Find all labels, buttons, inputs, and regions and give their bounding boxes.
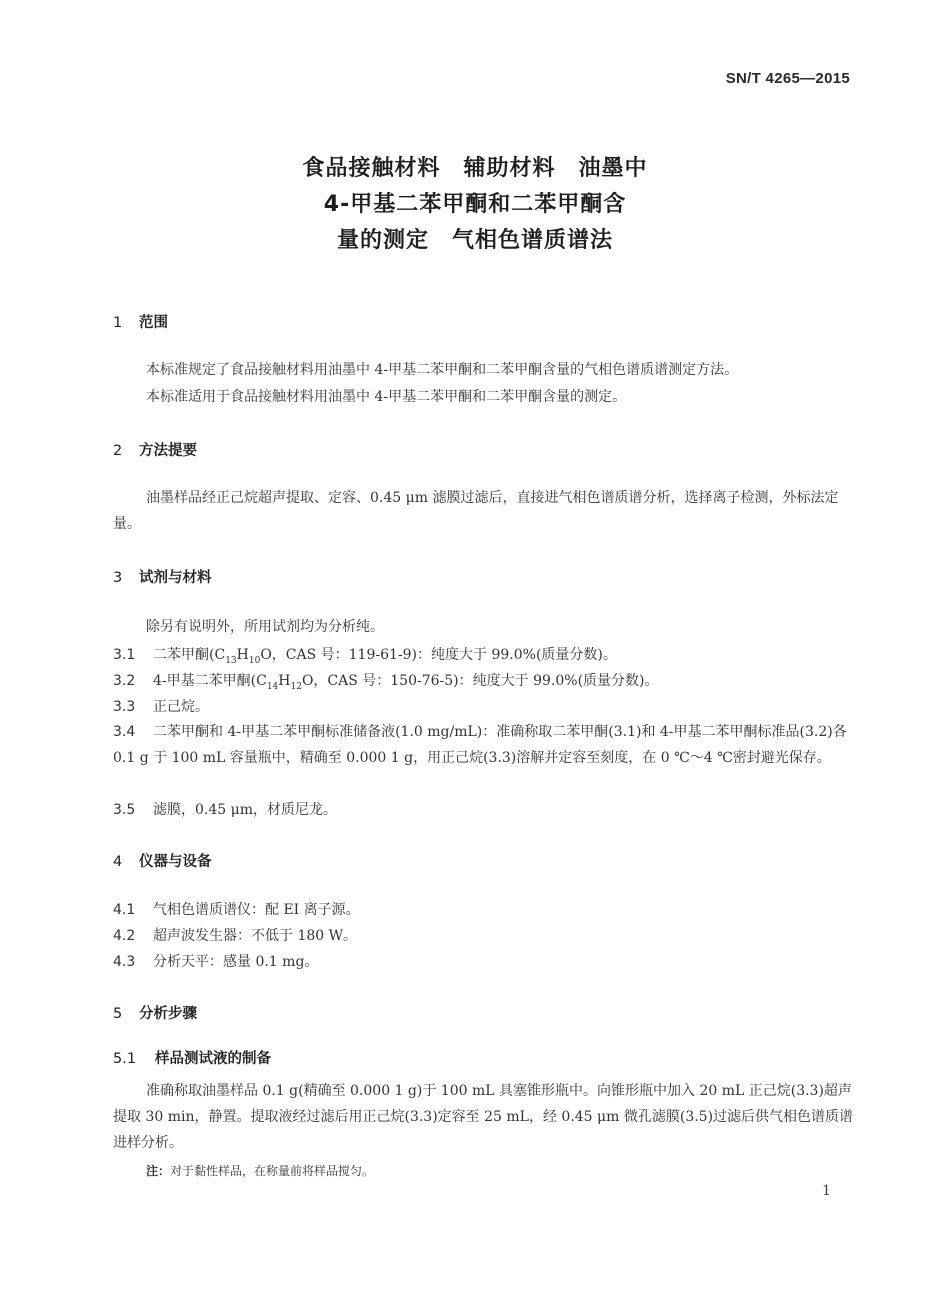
section-number: 2: [113, 443, 123, 459]
subscript: 13: [225, 655, 237, 666]
item-text: 滤膜，0.45 μm，材质尼龙。: [153, 802, 337, 818]
document-title-line-1: 食品接触材料 辅助材料 油墨中: [302, 156, 648, 181]
item-number: 3.5: [113, 802, 136, 818]
note-text: 对于黏性样品，在称量前将样品搅匀。: [170, 1164, 375, 1178]
document-title-line-2: 4-甲基二苯甲酮和二苯甲酮含: [323, 192, 627, 217]
section-5-heading: [113, 1002, 197, 1023]
item-3-4: [113, 719, 855, 771]
section-2-heading: [113, 439, 197, 460]
item-3-5: [113, 797, 855, 823]
item-number: 4.1: [113, 902, 136, 918]
section-number: 1: [113, 315, 123, 331]
item-text: H: [236, 647, 249, 663]
standard-code: SN/T 4265—2015: [725, 70, 850, 87]
item-text: 分析天平：感量 0.1 mg。: [153, 954, 319, 970]
subsection-5-1-paragraph: 准确称取油墨样品 0.1 g(精确至 0.000 1 g)于 100 mL 具塞锥形瓶中。向锥形瓶中加入 20 mL 正己烷(3.3)超声提取 30 min，静置。提取液经过滤后用正己烷(3.3)定容至 25 mL，经 0.45 μm 微孔滤膜(3.5)过滤后供气相色谱质谱进样分析。: [113, 1083, 854, 1151]
subsection-number: 5.1: [113, 1051, 137, 1067]
section-number: 3: [113, 570, 123, 586]
item-text: 二苯甲酮和 4-甲基二苯甲酮标准储备液(1.0 mg/mL)：准确称取二苯甲酮(3.1)和 4-甲基二苯甲酮标准品(3.2)各 0.1 g 于 100 mL 容量瓶中，精确至 0.000 1 g，用正己烷(3.3)溶解并定容至刻度，在 0 ℃～4 ℃密封避光保存。: [113, 724, 847, 766]
item-4-1: [113, 897, 855, 923]
item-text: O，CAS 号：150-76-5)：纯度大于 99.0%(质量分数)。: [301, 673, 659, 689]
section-title: 分析步骤: [139, 1006, 197, 1022]
item-text: 气相色谱质谱仪：配 EI 离子源。: [153, 902, 360, 918]
section-2-paragraph: 油墨样品经正己烷超声提取、定容、0.45 μm 滤膜过滤后，直接进气相色谱质谱分析，选择离子检测，外标法定量。: [113, 490, 839, 532]
item-3-3: [113, 694, 855, 720]
section-3-intro: 除另有说明外，所用试剂均为分析纯。: [146, 619, 384, 635]
item-number: 4.2: [113, 928, 136, 944]
page-number: 1: [822, 1183, 831, 1199]
item-text: H: [278, 673, 291, 689]
section-4-heading: [113, 850, 212, 871]
subsection-title: 样品测试液的制备: [155, 1051, 271, 1067]
section-title: 方法提要: [139, 443, 197, 459]
section-1-paragraph-1: 本标准规定了食品接触材料用油墨中 4-甲基二苯甲酮和二苯甲酮含量的气相色谱质谱测定方法。: [146, 362, 739, 378]
item-text: 超声波发生器：不低于 180 W。: [153, 928, 358, 944]
section-3-heading: [113, 566, 212, 587]
item-text: O，CAS 号：119-61-9)：纯度大于 99.0%(质量分数)。: [260, 647, 617, 663]
section-1-paragraph-2: 本标准适用于食品接触材料用油墨中 4-甲基二苯甲酮和二苯甲酮含量的测定。: [146, 389, 627, 405]
note: [146, 1162, 374, 1179]
subscript: 10: [248, 655, 261, 666]
item-number: 3.4: [113, 724, 136, 740]
item-4-2: [113, 923, 855, 949]
item-number: 3.2: [113, 673, 136, 689]
document-title-line-3: 量的测定 气相色谱质谱法: [336, 228, 613, 253]
item-text: 4-甲基二苯甲酮(C: [153, 673, 267, 689]
subscript: 14: [266, 681, 279, 692]
item-number: 3.1: [113, 647, 136, 663]
subsection-5-1-heading: [113, 1047, 271, 1068]
item-text: 正己烷。: [153, 699, 209, 715]
section-number: 5: [113, 1006, 123, 1022]
item-number: 4.3: [113, 954, 136, 970]
section-title: 试剂与材料: [139, 570, 212, 586]
section-number: 4: [113, 854, 123, 870]
section-title: 仪器与设备: [139, 854, 212, 870]
section-title: 范围: [139, 315, 168, 331]
subscript: 12: [290, 681, 302, 692]
section-1-heading: [113, 311, 168, 332]
item-4-3: [113, 949, 855, 975]
item-number: 3.3: [113, 699, 136, 715]
item-text: 二苯甲酮(C: [153, 647, 226, 663]
note-label: 注：: [146, 1164, 171, 1178]
